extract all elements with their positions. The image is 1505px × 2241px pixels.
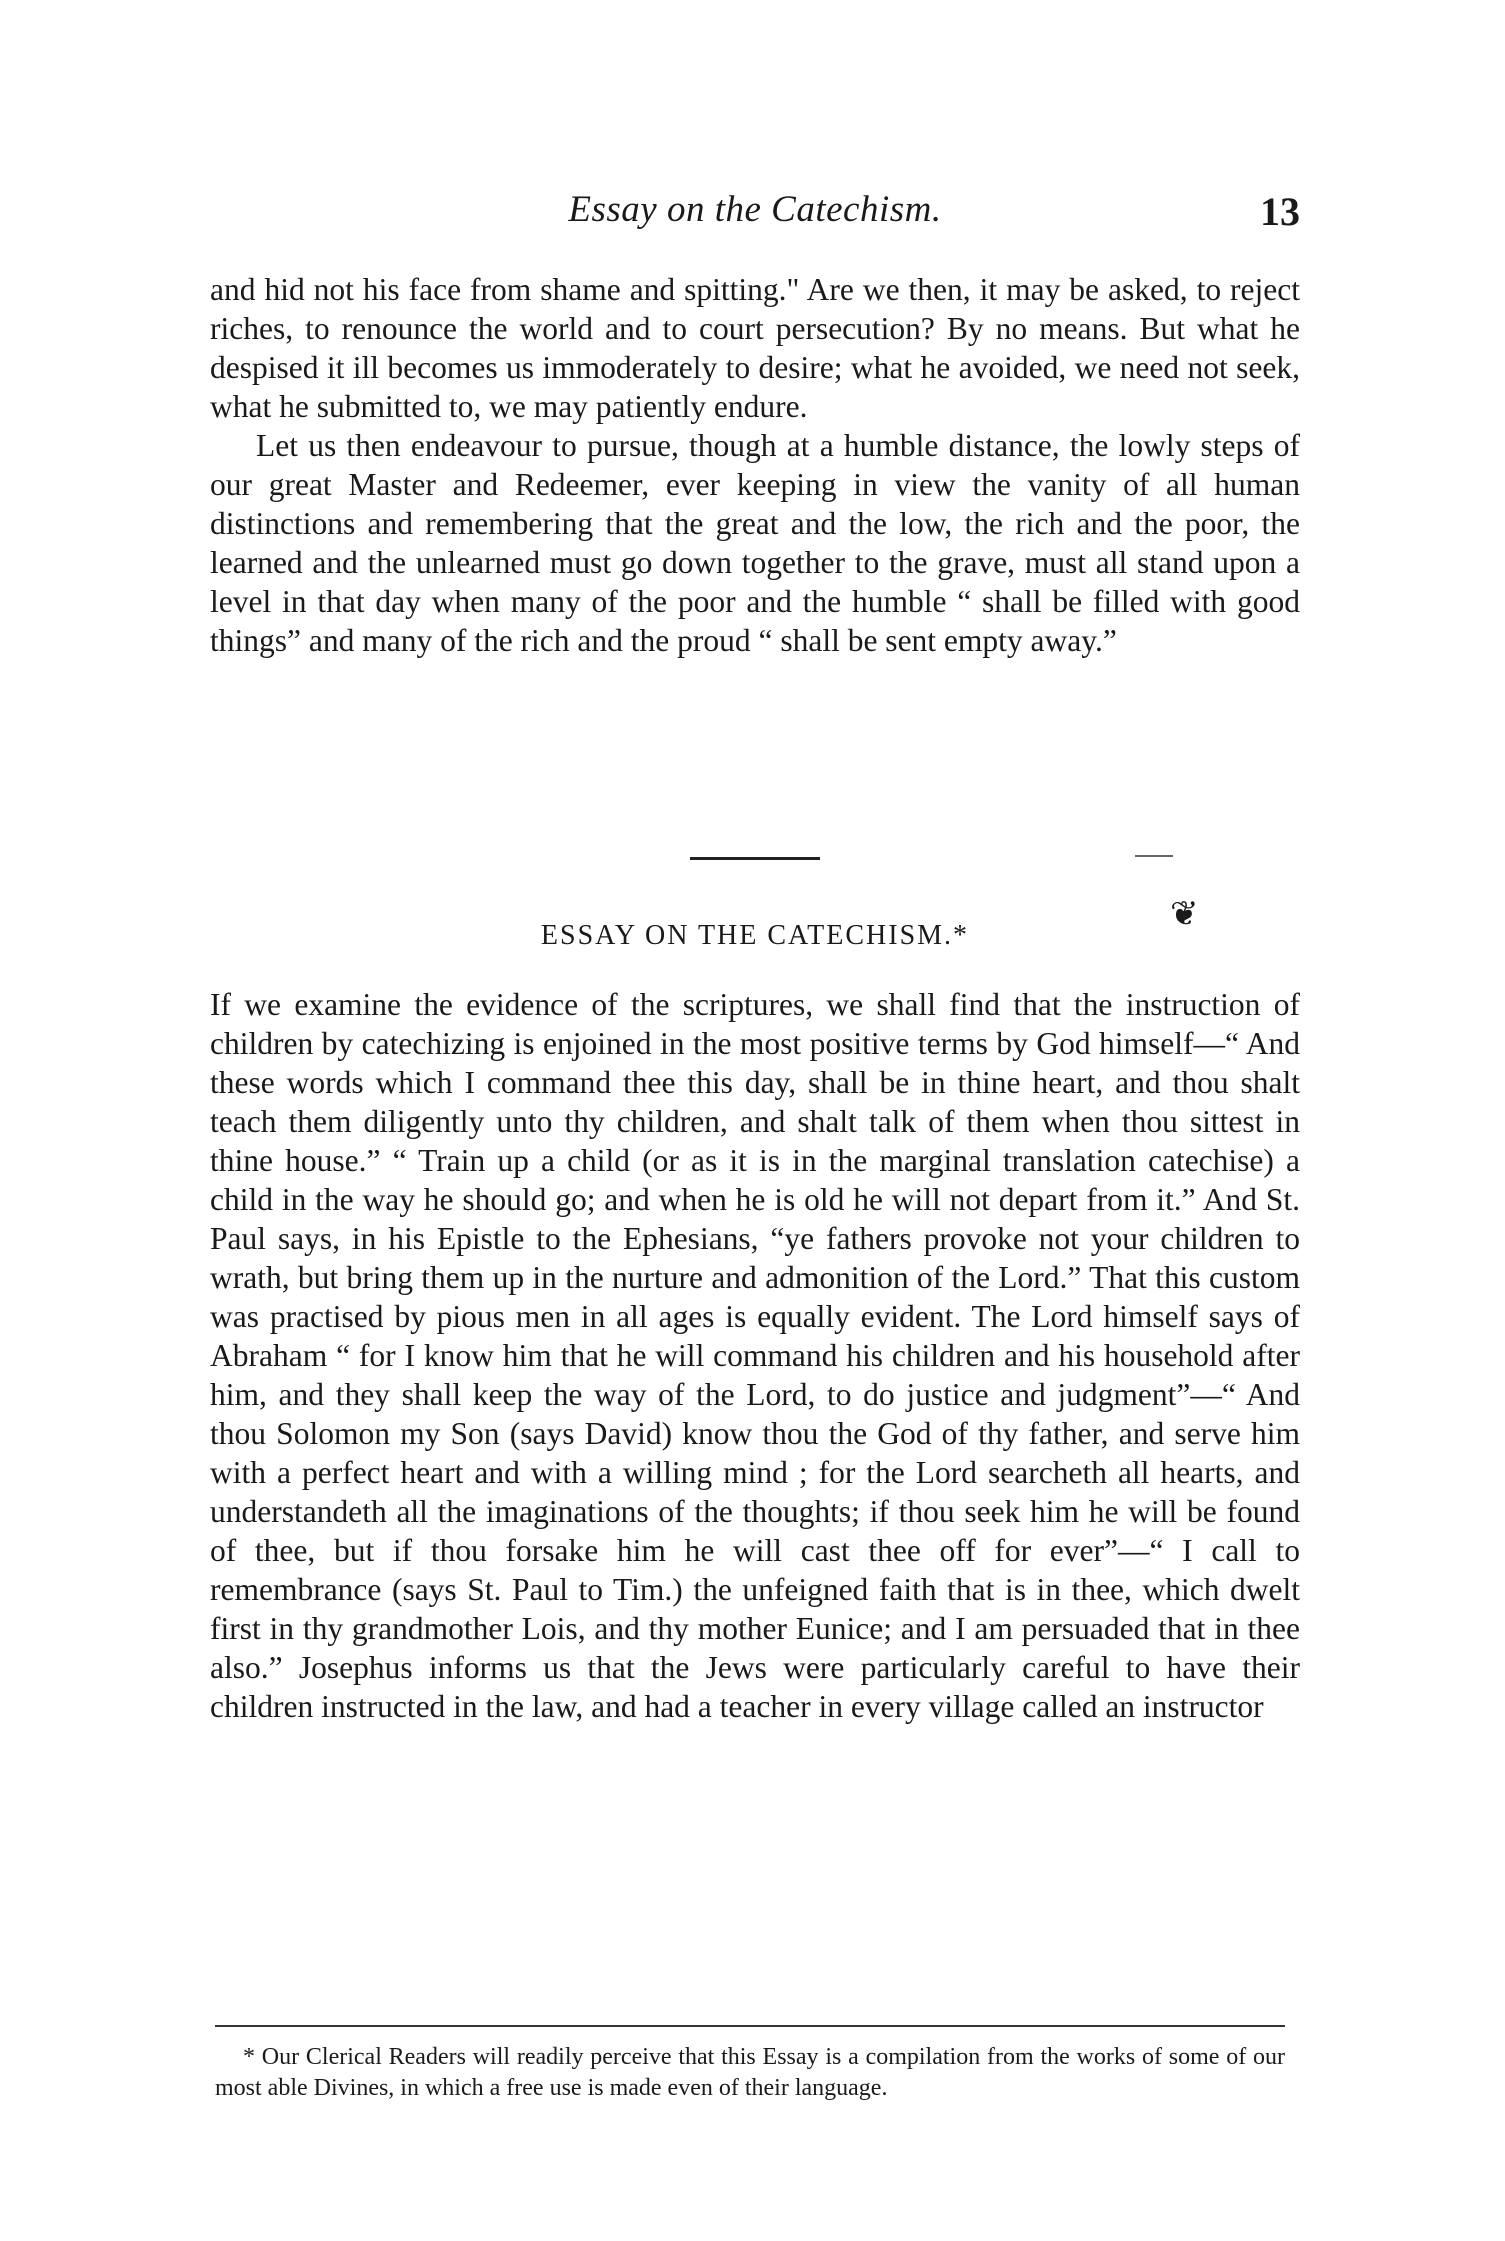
divider-mark: [1135, 855, 1173, 857]
footnote-rule: [215, 2025, 1285, 2027]
essay-body: [210, 985, 1300, 1726]
page-number: 13: [1260, 189, 1300, 234]
continued-paragraph: and hid not his face from shame and spitting." Are we then, it may be asked, to reject riches, to renounce the world and to court persecution? By no means. But what he despised it ill becomes us immoderately to desire; what he avoided, we need not seek, what he submitted to, we may patiently endure.: [210, 272, 1300, 424]
essay-heading: ESSAY ON THE CATECHISM.*: [540, 920, 970, 951]
essay-paragraph: If we examine the evidence of the scriptures, we shall find that the instruction of children by catechizing is enjoined in the most positive terms by God himself—“ And these words which I command thee this day, shall be in thine heart, and thou shalt teach them diligently unto thy children, and shalt talk of them when thou sittest in thine house.” “ Train up a child (or as it is in the marginal translation catechise) a child in the way he should go; and when he is old he will not depart from it.” And St. Paul says, in his Epistle to the Ephesians, “ye fathers provoke not your children to wrath, but bring them up in the nurture and admonition of the Lord.” That this custom was practised by pious men in all ages is equally evident. The Lord himself says of Abraham “ for I know him that he will command his children and his household after him, and they shall keep the way of the Lord, to do justice and judgment”—“ And thou Solomon my Son (says David) know thou the God of thy father, and serve him with a perfect heart and with a willing mind ; for the Lord searcheth all hearts, and understandeth all the imaginations of the thoughts; if thou seek him he will be found of thee, but if thou forsake him he will cast thee off for ever”—“ I call to remembrance (says St. Paul to Tim.) the unfeigned faith that is in thee, which dwelt first in thy grandmother Lois, and thy mother Eunice; and I am persuaded that in thee also.” Josephus informs us that the Jews were particularly careful to have their children instructed in the law, and had a teacher in every village called an instructor: [210, 987, 1300, 1724]
paragraph-let-us-then: Let us then endeavour to pursue, though at a humble distance, the lowly steps of our great Master and Redeemer, ever keeping in view the vanity of all human distinctions and remembering that the great and the low, the rich and the poor, the learned and the unlearned must go down together to the grave, must all stand upon a level in that day when many of the poor and the humble “ shall be filled with good things” and many of the rich and the proud “ shall be sent empty away.”: [210, 428, 1300, 658]
continued-passage: [210, 270, 1300, 660]
footnote-text: * Our Clerical Readers will readily perceive that this Essay is a compilation from the works of some of our most able Divines, in which a free use is made even of their language.: [215, 2044, 1285, 2101]
running-title: Essay on the Catechism.: [568, 189, 942, 230]
running-head: [210, 188, 1300, 238]
section-divider: [690, 857, 820, 860]
printer-ornament-icon: ❦: [1170, 896, 1199, 933]
footnote: [215, 2042, 1285, 2104]
